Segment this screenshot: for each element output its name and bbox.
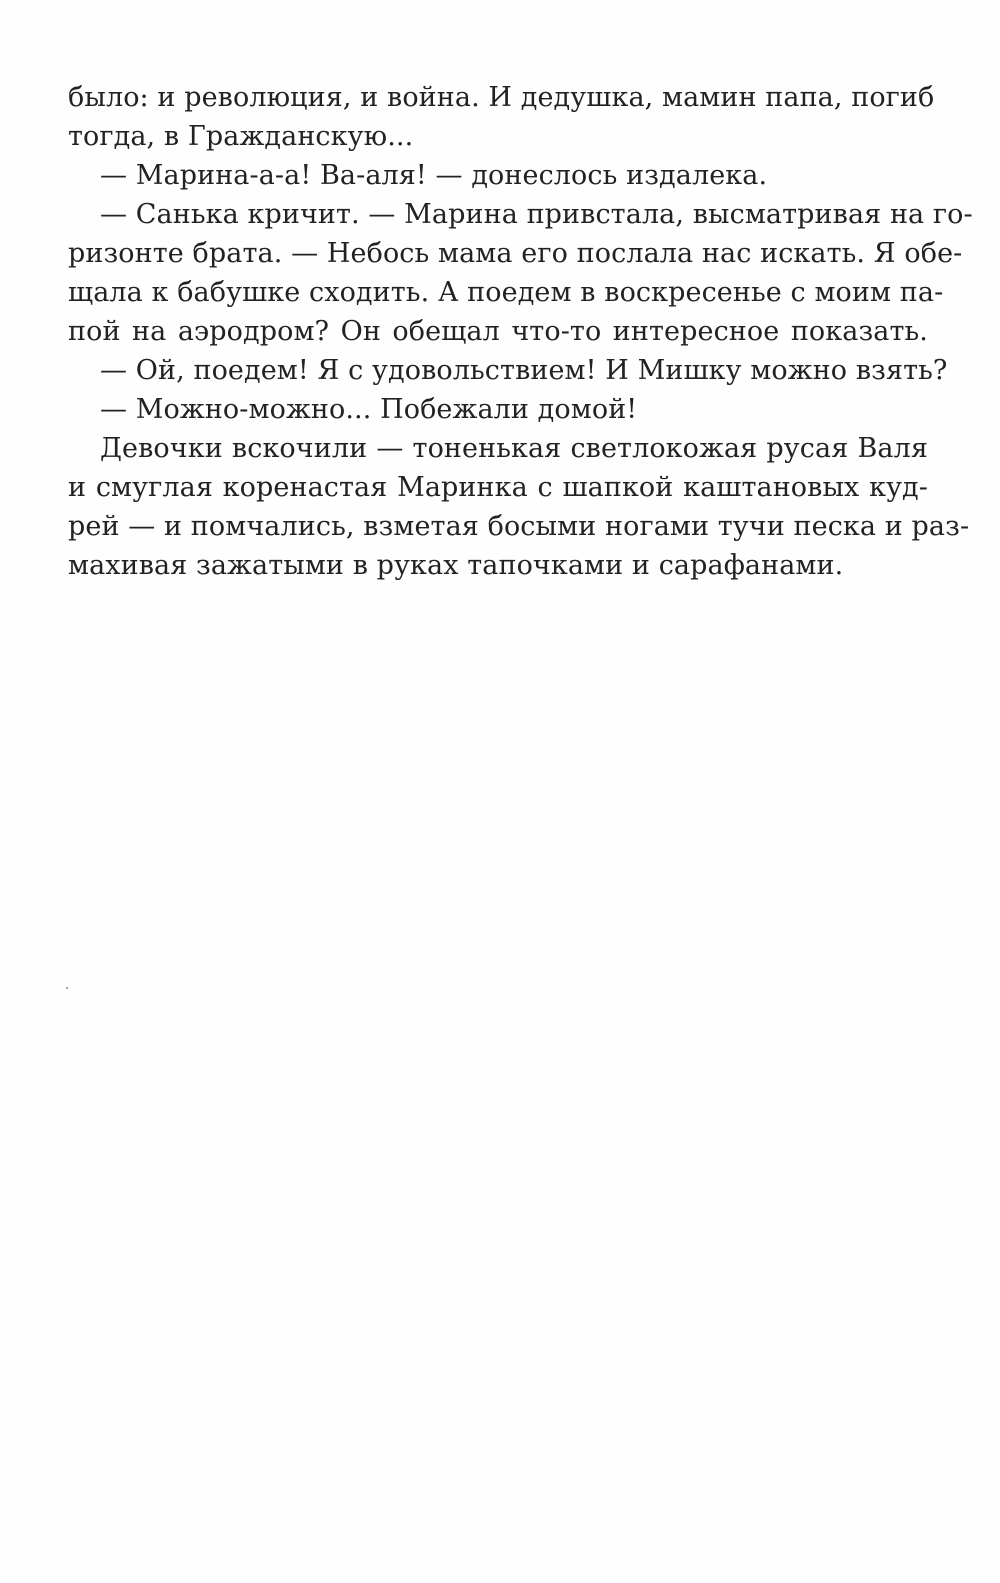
text-line: щала к бабушке сходить. А поедем в воскресенье с моим па- — [68, 277, 944, 308]
page-text — [68, 78, 973, 585]
dialogue-line: — Марина-а-а! Ва-аля! — донеслось издалека. — [100, 160, 768, 191]
text-line: ризонте брата. — Небось мама его послала нас искать. Я обе- — [68, 238, 963, 269]
dialogue-line: — Санька кричит. — Марина привстала, высматривая на го- — [100, 199, 973, 230]
text-line: тогда, в Гражданскую... — [68, 121, 414, 152]
text-line: было: и революция, и война. И дедушка, мамин папа, погиб — [68, 82, 935, 113]
scan-speck — [66, 987, 68, 989]
dialogue-line: — Ой, поедем! Я с удовольствием! И Мишку можно взять? — [100, 355, 948, 386]
text-line: махивая зажатыми в руках тапочками и сарафанами. — [68, 550, 844, 581]
text-line: и смуглая коренастая Маринка с шапкой каштановых куд- — [68, 472, 928, 503]
text-line: пой на аэродром? Он обещал что-то интересное показать. — [68, 316, 928, 347]
dialogue-line: — Можно-можно... Побежали домой! — [100, 394, 638, 425]
paragraph-line: Девочки вскочили — тоненькая светлокожая русая Валя — [100, 433, 928, 464]
text-line: рей — и помчались, взметая босыми ногами тучи песка и раз- — [68, 511, 970, 542]
